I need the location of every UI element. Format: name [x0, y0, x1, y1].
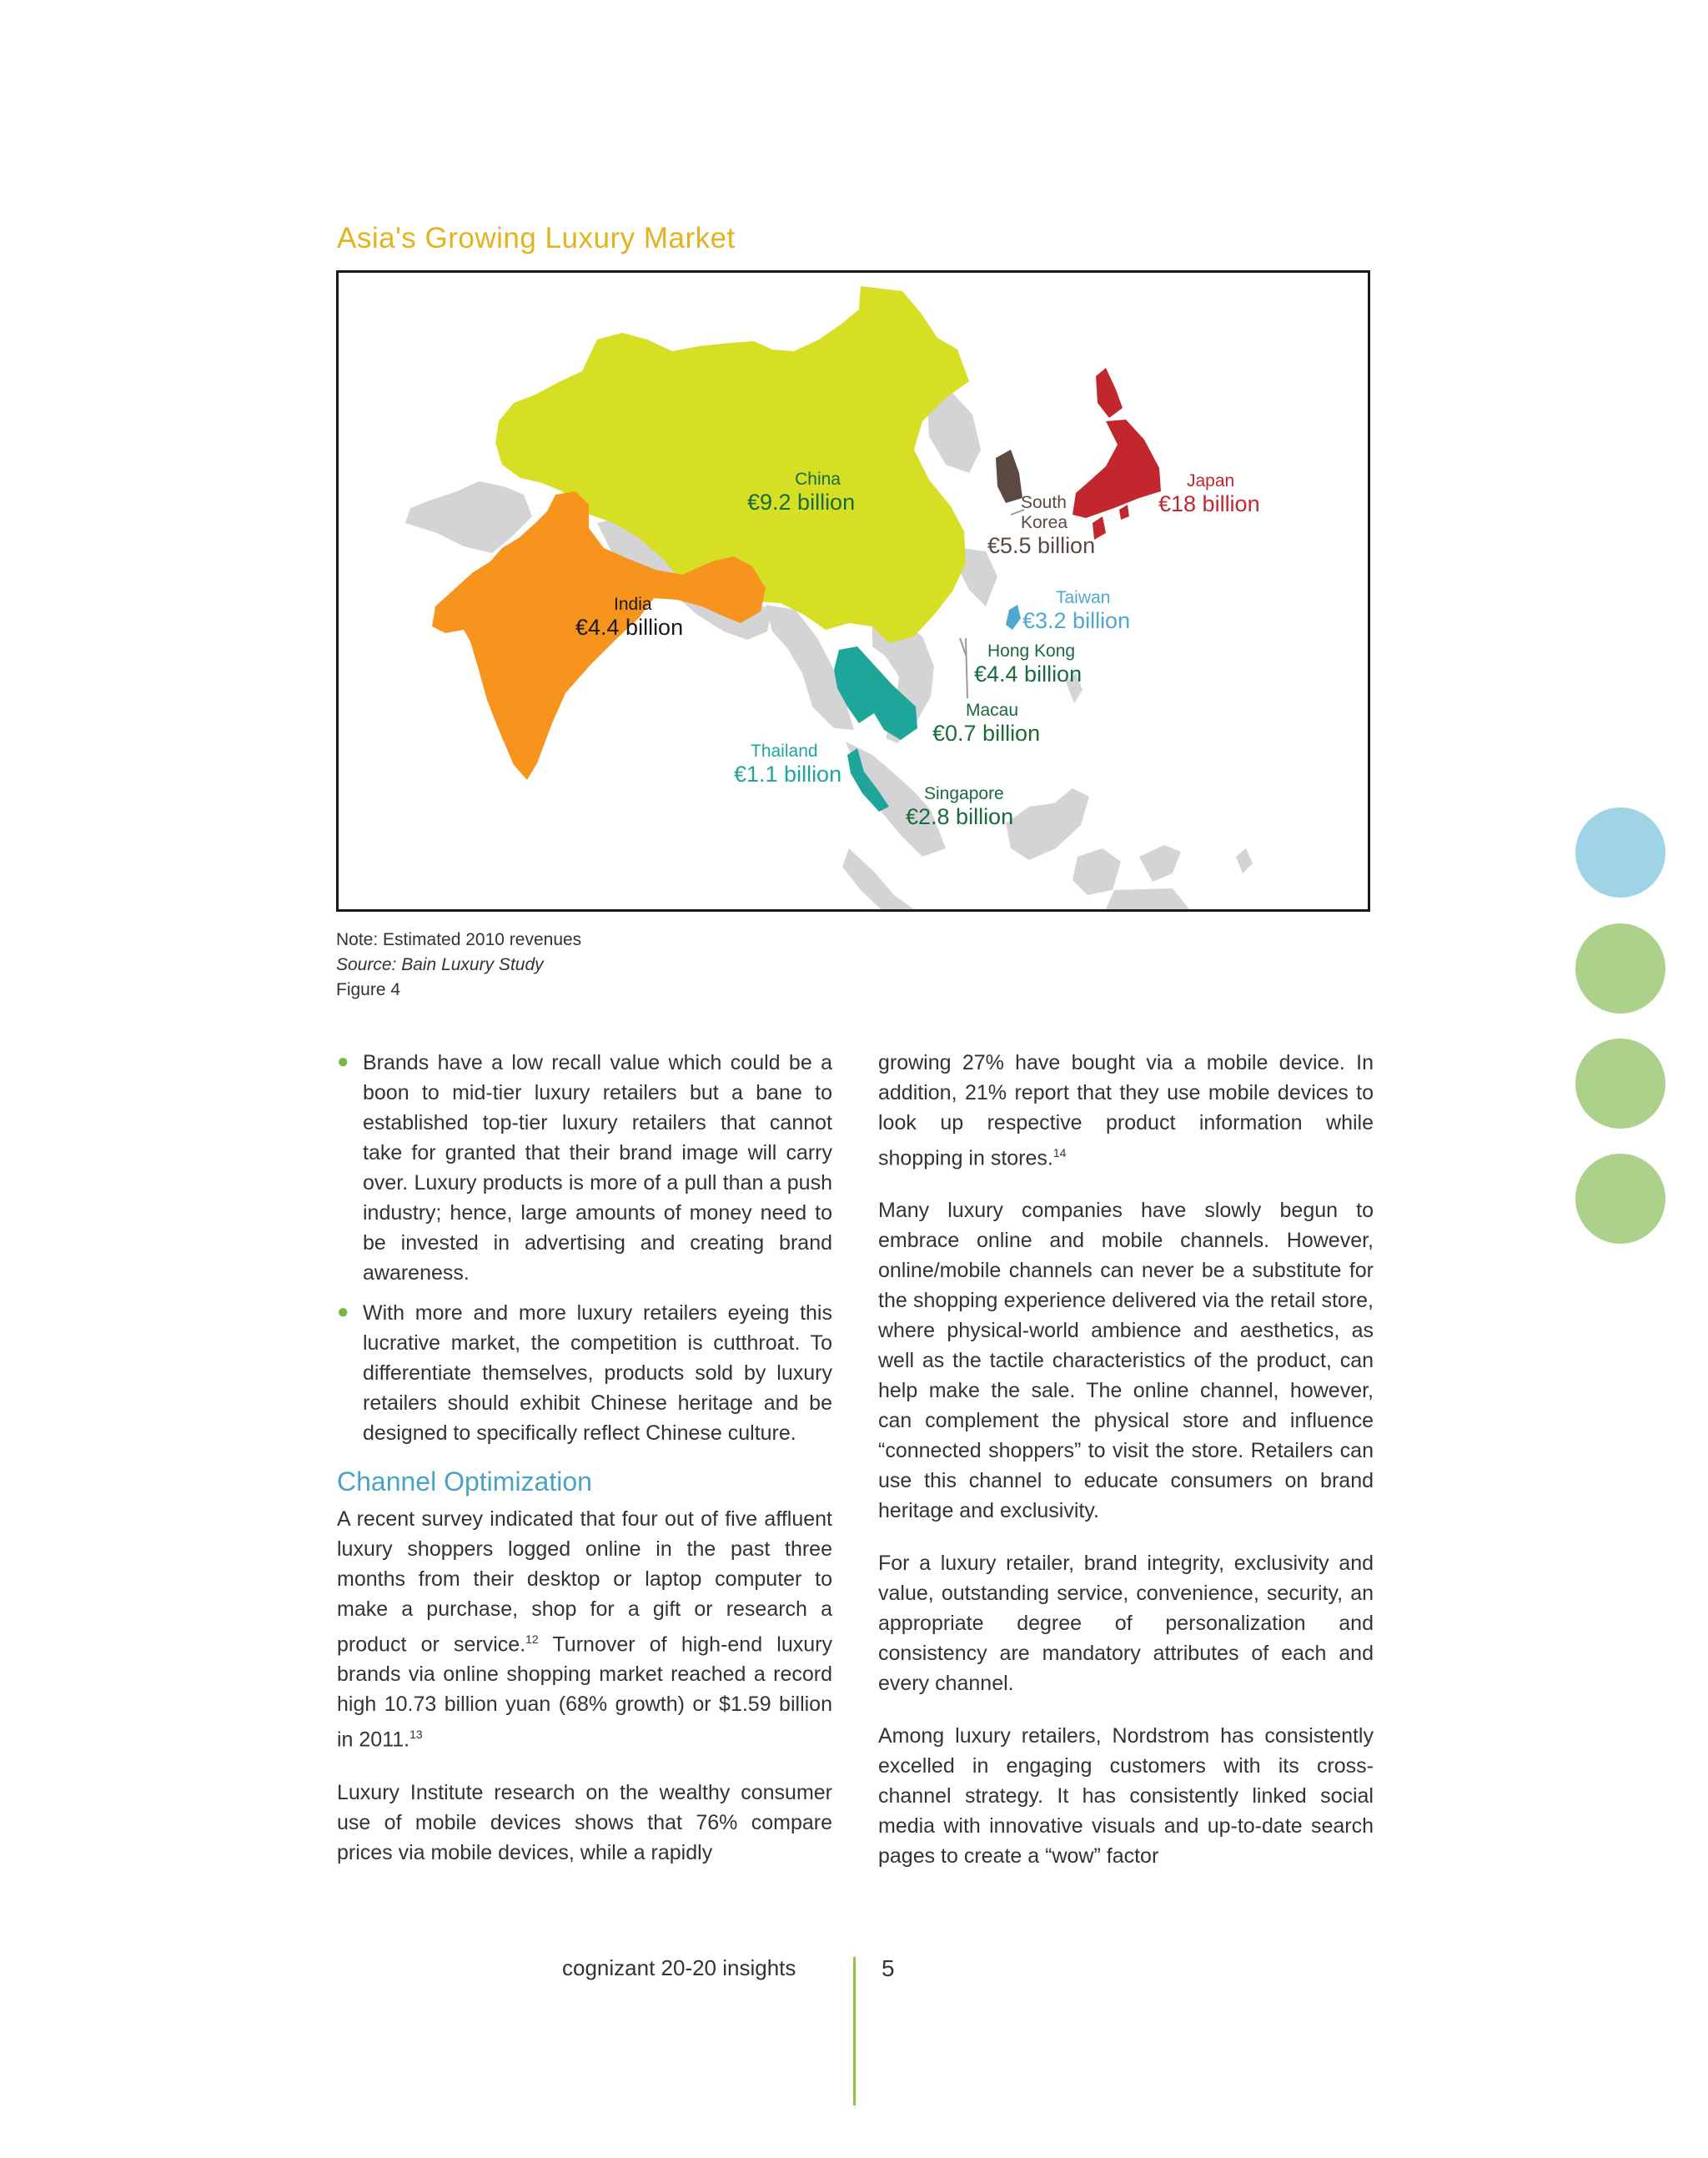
bullet-icon: ● [337, 1050, 349, 1073]
footnote-ref: 12 [525, 1632, 539, 1646]
figure-title: Asia's Growing Luxury Market [337, 222, 736, 254]
map-label-south-korea: South Korea €5.5 billion [987, 493, 1096, 558]
right-column [878, 1048, 1374, 1894]
paragraph: For a luxury retailer, brand integrity, exclusivity and value, outstanding service, convenience, security, an appropriate degree of personalization and consistency are mandatory attributes of each and every channel. [878, 1552, 1374, 1696]
paragraph: Many luxury companies have slowly begun to embrace online and mobile channels. However, online/mobile channels can never be a substitute for the shopping experience delivered via the retail store, where physical-world ambience and aesthetics, as well as the tactile characteristics of the product, can help make the sale. The online channel, however, can complement the physical store and influence “connected shoppers” to visit the store. Retailers can use this channel to educate consumers on brand heritage and exclusivity. [878, 1199, 1374, 1523]
map-label-china: China €9.2 billion [747, 470, 856, 515]
figure-notes [336, 928, 581, 1003]
list-item: ● With more and more luxury retailers eyeing this lucrative market, the competition is cutthroat. To differentiate themselves, products sold by luxury retailers should exhibit Chinese heritage and be designed to specifically reflect Chinese culture. [337, 1298, 832, 1448]
map-label-japan: Japan €18 billion [1158, 471, 1260, 516]
side-dot-green-1 [1575, 923, 1665, 1014]
map-label-india: India €4.4 billion [575, 595, 684, 640]
figure-note: Note: Estimated 2010 revenues [336, 930, 582, 949]
paragraph: Luxury Institute research on the wealthy consumer use of mobile devices shows that 76% compare prices via mobile devices, while a rapidly [337, 1780, 832, 1864]
page-number: 5 [882, 1955, 895, 1981]
footnote-ref: 14 [1052, 1146, 1067, 1159]
left-column [337, 1048, 832, 1890]
paragraph: A recent survey indicated that four out of five affluent luxury shoppers logged online in the past three months from their desktop or laptop computer to make a purchase, shop for a gift or research a product or service.$^{12}$ Turnover of high-end luxury brands via online shopping market reached a record high 10.73 billion yuan (68% growth) or $1.59 billion in 2011.13 [337, 1507, 832, 1752]
paragraph: growing 27% have bought via a mobile device. In addition, 21% report that they use mobile devices to look up respective product information while shopping in stores.$^{14}$ [878, 1051, 1374, 1170]
footnote-ref: 13 [409, 1728, 423, 1742]
asia-luxury-map [336, 270, 1370, 912]
footer-brand: cognizant 20-20 insights [562, 1955, 796, 1980]
bullet-list [337, 1048, 832, 1448]
section-heading: Channel Optimization [337, 1466, 592, 1497]
side-dot-green-2 [1575, 1039, 1665, 1129]
map-label-hong-kong: Hong Kong €4.4 billion [974, 641, 1083, 687]
map-label-singapore: Singapore €2.8 billion [906, 784, 1014, 829]
side-dot-blue [1575, 807, 1665, 898]
map-label-macau: Macau €0.7 billion [932, 701, 1041, 746]
paragraph: Among luxury retailers, Nordstrom has consistently excelled in engaging customers with its cross-channel strategy. It has consistently linked social media with innovative visuals and up-to-date search pages to create a “wow” factor [878, 1724, 1374, 1869]
figure-source: Source: Bain Luxury Study [336, 955, 544, 974]
figure-number: Figure 4 [336, 980, 401, 999]
map-label-taiwan: Taiwan €3.2 billion [1022, 588, 1131, 633]
list-item: ● Brands have a low recall value which could be a boon to mid-tier luxury retailers but a bane to established top-tier luxury retailers that cannot take for granted that their brand image will carry over. Luxury products is more of a pull than a push industry; hence, large amounts of money need to be invested in advertising and creating brand awareness. [337, 1048, 832, 1288]
side-dot-green-3 [1575, 1154, 1665, 1244]
map-label-thailand: Thailand €1.1 billion [734, 742, 842, 787]
footer-divider [853, 1957, 856, 2105]
bullet-icon: ● [337, 1300, 349, 1323]
asia-map-graphic [339, 273, 1368, 909]
